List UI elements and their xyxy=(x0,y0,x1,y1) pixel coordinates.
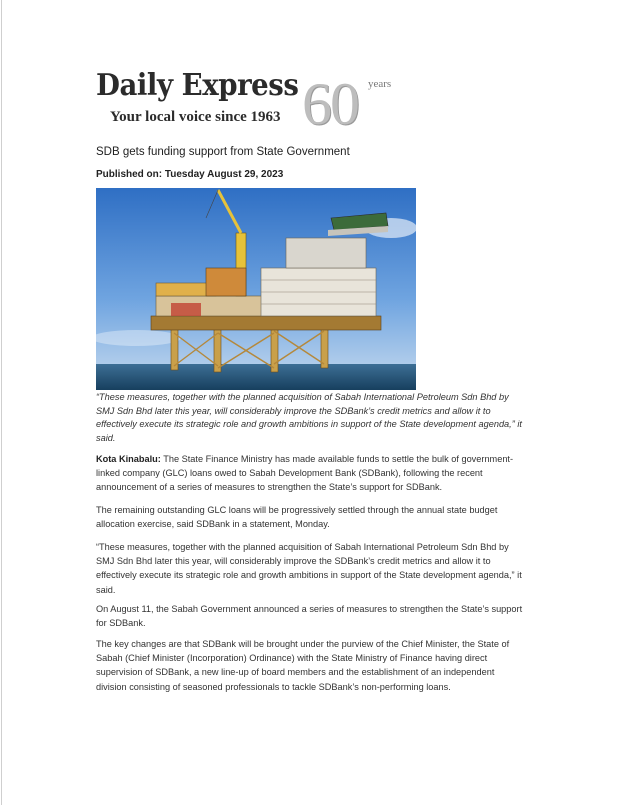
article-paragraph-3: “These measures, together with the planned acquisition of Sabah International Petroleum Sdn Bhd by SMJ Sdn Bhd later this year, will considerably improve the SDBank’s credit metrics and allow it to effectively execute its strategic role and growth ambitions in support of the State development agenda,” it said. xyxy=(96,542,522,595)
anniversary-unit: years xyxy=(368,78,392,90)
masthead-title: Daily Express xyxy=(96,68,299,103)
dateline: Kota Kinabalu: xyxy=(96,454,161,464)
masthead-logo xyxy=(96,68,416,137)
article-photo xyxy=(96,188,416,390)
publish-date: Published on: Tuesday August 29, 2023 xyxy=(96,169,284,180)
paragraph-1-text: The State Finance Ministry has made available funds to settle the bulk of government-linked company (GLC) loans owed to Sabah Development Bank (SDBank), following the recent announcement of a series of measures to strengthen the State’s support for SDBank. xyxy=(96,454,514,493)
page-edge xyxy=(1,0,2,805)
anniversary-number: 60 xyxy=(302,71,358,137)
photo-caption: “These measures, together with the planned acquisition of Sabah International Petroleum Sdn Bhd by SMJ Sdn Bhd later this year, will considerably improve the SDBank’s credit metrics and allow it to effectively execute its strategic role and growth ambitions in support of the State development agenda,” it said. xyxy=(96,392,522,443)
article-headline: SDB gets funding support from State Government xyxy=(96,146,350,158)
article-paragraph-5: The key changes are that SDBank will be brought under the purview of the Chief Minister, the State of Sabah (Chief Minister (Incorporation) Ordinance) with the State Ministry of Finance having direct supervision of SDBank, a new line-up of board members and the establishment of an independent division consisting of seasoned professionals to tackle SDBank’s non-performing loans. xyxy=(96,639,510,692)
article-paragraph-2: The remaining outstanding GLC loans will be progressively settled through the annual state budget allocation exercise, said SDBank in a statement, Monday. xyxy=(96,505,498,530)
masthead-tagline: Your local voice since 1963 xyxy=(110,109,281,125)
article-paragraph-4: On August 11, the Sabah Government announced a series of measures to strengthen the State’s support for SDBank. xyxy=(96,604,523,629)
article-paragraph-1 xyxy=(96,452,526,495)
